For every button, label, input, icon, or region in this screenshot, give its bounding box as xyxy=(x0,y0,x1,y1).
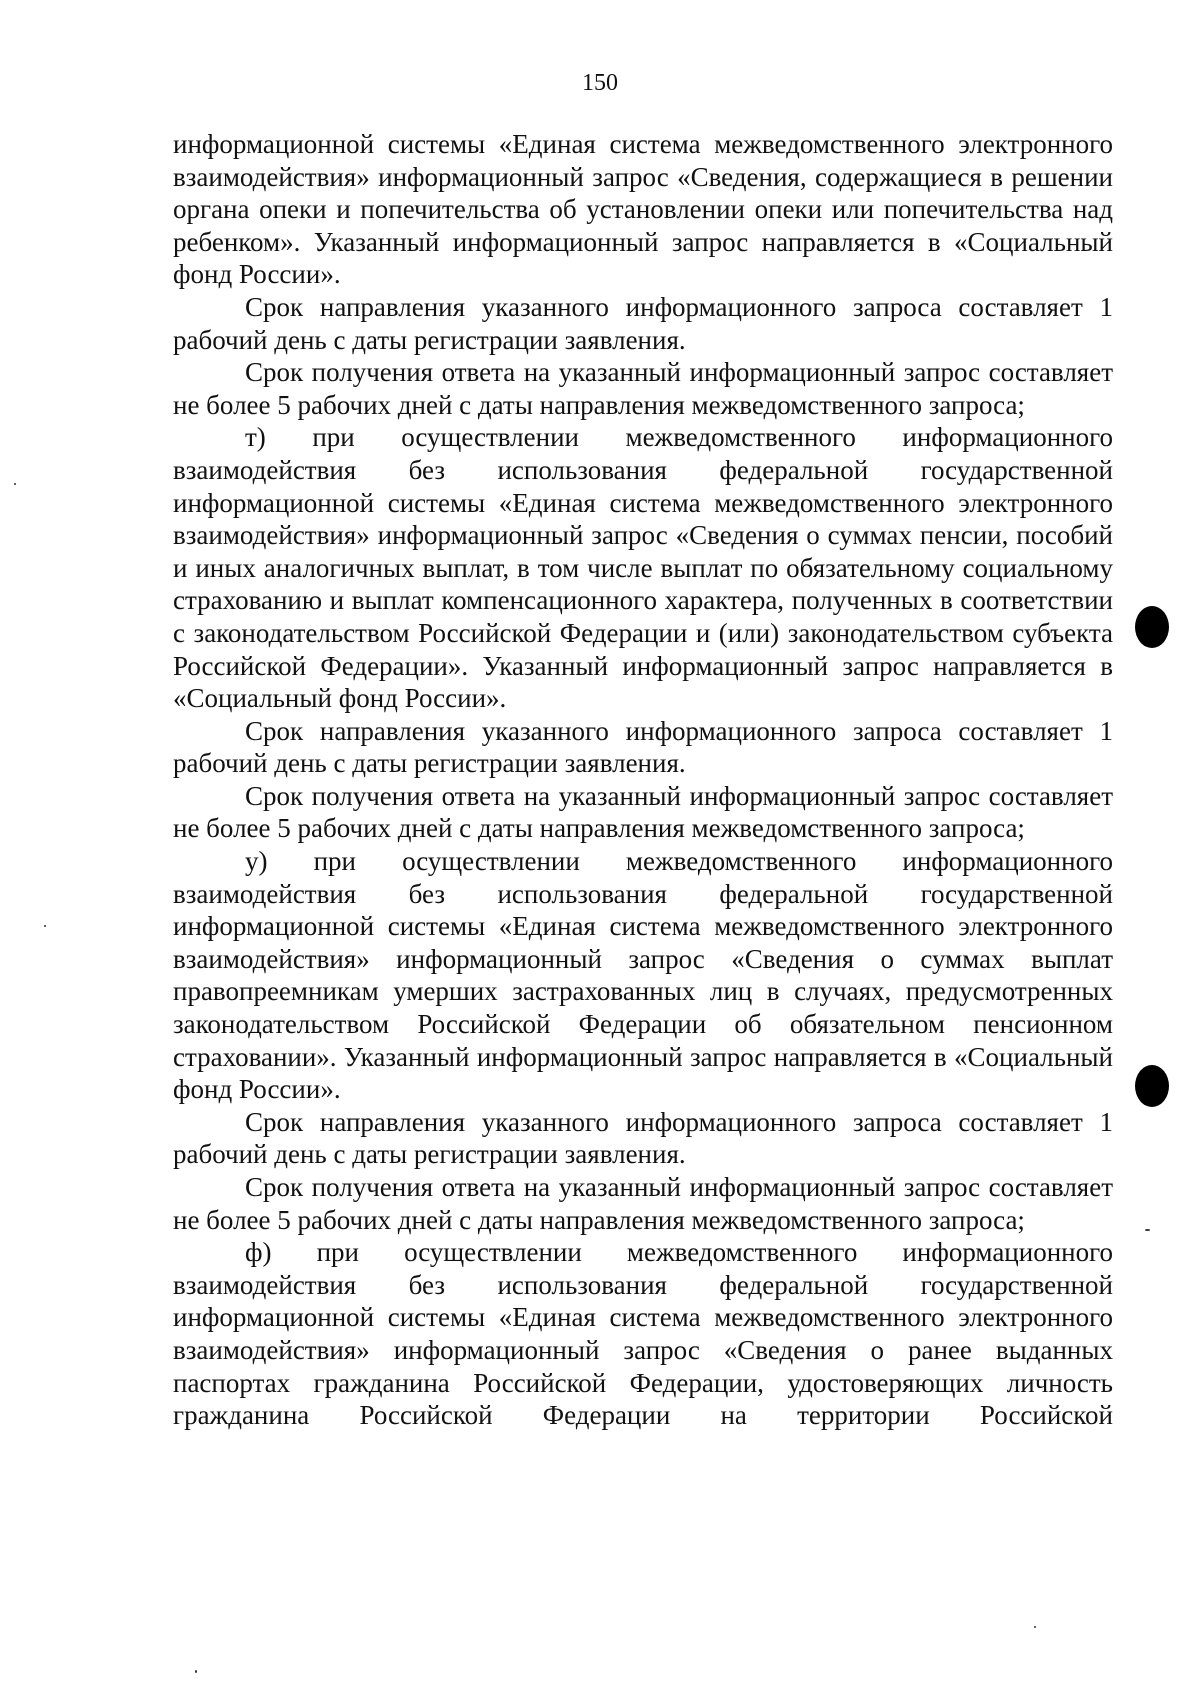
paragraph-item-t: т) при осуществлении межведомственного информационного взаимодействия без использования федеральной государственной информационной системы «Единая система межведомственного электронного взаимодействия» информационный запрос «Сведения о суммах пенсии, пособий и иных аналогичных выплат, в том числе выплат по обязательному социальному страхованию и выплат компенсационного характера, полученных в соответствии с законодательством Российской Федерации и (или) законодательством субъекта Российской Федерации». Указанный информационный запрос направляется в «Социальный фонд России». xyxy=(173,422,1113,714)
paragraph-item-f: ф) при осуществлении межведомственного информационного взаимодействия без использования федеральной государственной информационной системы «Единая система межведомственного электронного взаимодействия» информационный запрос «Сведения о ранее выданных паспортах гражданина Российской Федерации, удостоверяющих личность гражданина Российской Федерации на территории Российской xyxy=(173,1237,1113,1431)
scan-speck xyxy=(1034,1626,1036,1628)
paragraph-continuation: информационной системы «Единая система межведомственного электронного взаимодействия» информационный запрос «Сведения, содержащиеся в решении органа опеки и попечительства об установлении опеки или попечительства над ребенком». Указанный информационный запрос направляется в «Социальный фонд России». xyxy=(173,129,1113,290)
paragraph-response-deadline: Срок получения ответа на указанный информационный запрос составляет не более 5 рабочих дней с даты направления межведомственного запроса; xyxy=(173,780,1113,844)
paragraph-request-deadline: Срок направления указанного информационного запроса составляет 1 рабочий день с даты регистрации заявления. xyxy=(173,291,1113,355)
scan-speck xyxy=(14,483,16,485)
scan-speck xyxy=(1145,1229,1150,1231)
paragraph-item-u: у) при осуществлении межведомственного информационного взаимодействия без использования федеральной государственной информационной системы «Единая система межведомственного электронного взаимодействия» информационный запрос «Сведения о суммах выплат правопреемникам умерших застрахованных лиц в случаях, предусмотренных законодательством Российской Федерации об обязательном пенсионном страховании». Указанный информационный запрос направляется в «Социальный фонд России». xyxy=(173,846,1113,1105)
binder-hole-mark xyxy=(1135,1065,1169,1107)
page-number: 150 xyxy=(582,70,618,96)
paragraph-response-deadline: Срок получения ответа на указанный информационный запрос составляет не более 5 рабочих дней с даты направления межведомственного запроса; xyxy=(173,1172,1113,1235)
document-body xyxy=(173,128,1113,1432)
paragraph-response-deadline: Срок получения ответа на указанный информационный запрос составляет не более 5 рабочих дней с даты направления межведомственного запроса; xyxy=(173,357,1113,420)
binder-hole-mark xyxy=(1135,606,1169,648)
paragraph-request-deadline: Срок направления указанного информационного запроса составляет 1 рабочий день с даты регистрации заявления. xyxy=(173,1106,1113,1170)
scan-speck xyxy=(44,925,46,927)
paragraph-request-deadline: Срок направления указанного информационного запроса составляет 1 рабочий день с даты регистрации заявления. xyxy=(173,715,1113,779)
scan-speck xyxy=(195,1670,197,1673)
